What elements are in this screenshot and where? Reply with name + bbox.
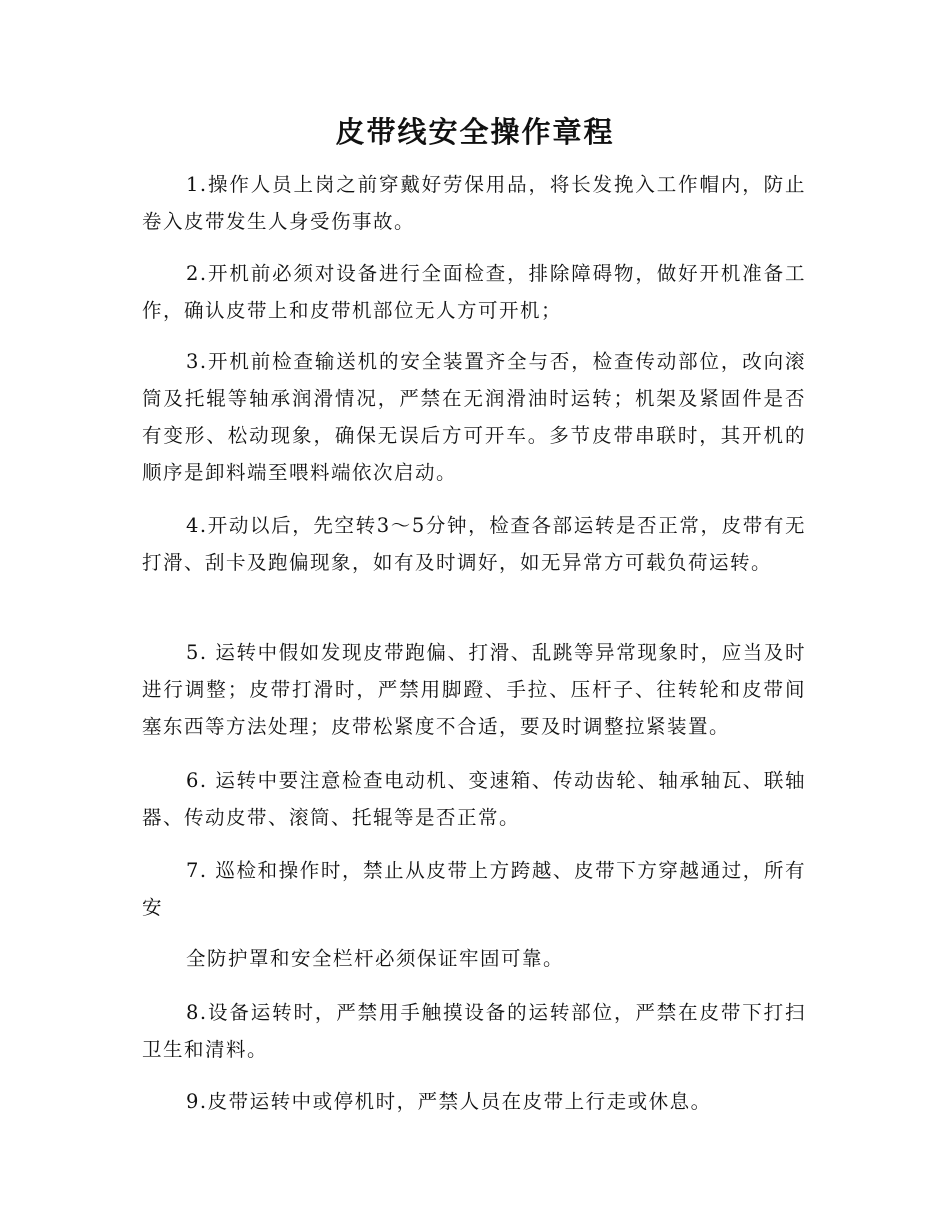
paragraph-1: 1.操作人员上岗之前穿戴好劳保用品，将长发挽入工作帽内，防止卷入皮带发生人身受伤事故。 bbox=[142, 173, 806, 233]
paragraph-9: 9.皮带运转中或停机时，严禁人员在皮带上行走或休息。 bbox=[186, 1090, 712, 1113]
document-title: 皮带线安全操作章程 bbox=[335, 115, 615, 149]
paragraph-7: 7. 巡检和操作时，禁止从皮带上方跨越、皮带下方穿越通过，所有安 bbox=[142, 859, 806, 919]
paragraph-2: 2.开机前必须对设备进行全面检查，排除障碍物，做好开机准备工作，确认皮带上和皮带机部位无人方可开机； bbox=[142, 262, 806, 322]
paragraph-3: 3.开机前检查输送机的安全装置齐全与否，检查传动部位，改向滚筒及托辊等轴承润滑情况，严禁在无润滑油时运转；机架及紧固件是否有变形、松动现象，确保无误后方可开车。多节皮带串联时，其开机的顺序是卸料端至喂料端依次启动。 bbox=[142, 350, 806, 484]
paragraph-6: 6. 运转中要注意检查电动机、变速箱、传动齿轮、轴承轴瓦、联轴器、传动皮带、滚筒、托辊等是否正常。 bbox=[142, 769, 806, 829]
paragraph-4: 4.开动以后，先空转3～5分钟，检查各部运转是否正常，皮带有无打滑、刮卡及跑偏现象，如有及时调好，如无异常方可载负荷运转。 bbox=[142, 514, 806, 574]
paragraph-8: 8.设备运转时，严禁用手触摸设备的运转部位，严禁在皮带下打扫卫生和清料。 bbox=[142, 1001, 806, 1061]
paragraph-7-continued: 全防护罩和安全栏杆必须保证牢固可靠。 bbox=[186, 947, 565, 970]
paragraph-5: 5. 运转中假如发现皮带跑偏、打滑、乱跳等异常现象时，应当及时进行调整；皮带打滑时，严禁用脚蹬、手拉、压杆子、往转轮和皮带间塞东西等方法处理；皮带松紧度不合适，要及时调整拉紧装置。 bbox=[142, 641, 806, 738]
